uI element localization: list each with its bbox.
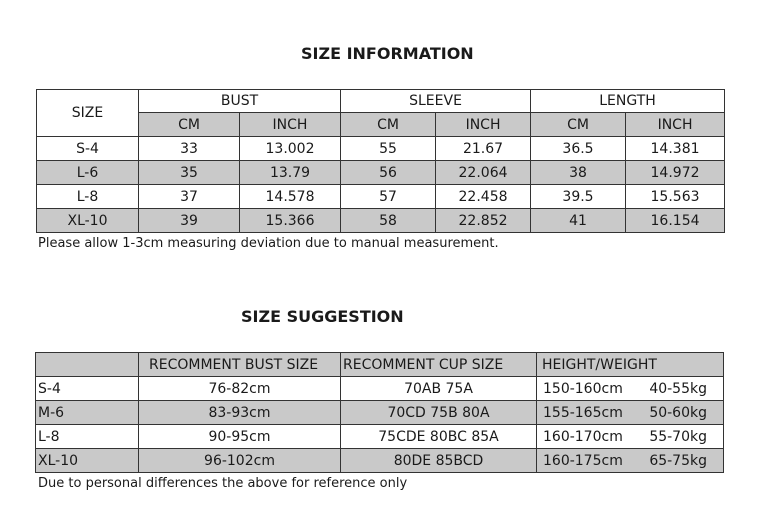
size-cell: M-6 [36,401,139,425]
height-weight-cell [537,377,724,401]
bust-cell: 76-82cm [139,377,341,401]
unit-header: CM [531,113,626,137]
value-cell: 38 [531,161,626,185]
cup-cell: 70AB 75A [341,377,537,401]
height-value: 155-165cm [543,404,623,421]
table-row [36,377,724,401]
sleeve-header: SLEEVE [341,90,531,113]
weight-value: 50-60kg [649,404,707,421]
height-weight-cell [537,401,724,425]
table-row [37,209,725,233]
table-row [37,185,725,209]
table-row [36,425,724,449]
bust-header: BUST [139,90,341,113]
unit-header: INCH [436,113,531,137]
height-weight-cell [537,449,724,473]
bust-size-header: RECOMMENT BUST SIZE [139,353,341,377]
value-cell: 15.563 [626,185,725,209]
size-cell: S-4 [36,377,139,401]
size-cell: L-8 [36,425,139,449]
value-cell: 22.458 [436,185,531,209]
bust-cell: 90-95cm [139,425,341,449]
size-cell: S-4 [37,137,139,161]
unit-header: CM [139,113,240,137]
value-cell: 21.67 [436,137,531,161]
size-suggestion-table [35,352,724,473]
table-row [37,161,725,185]
weight-value: 40-55kg [649,380,707,397]
size-information-table [36,89,725,233]
value-cell: 33 [139,137,240,161]
size-cell: XL-10 [36,449,139,473]
value-cell: 55 [341,137,436,161]
value-cell: 56 [341,161,436,185]
weight-value: 65-75kg [649,452,707,469]
cup-cell: 75CDE 80BC 85A [341,425,537,449]
value-cell: 39 [139,209,240,233]
value-cell: 14.972 [626,161,725,185]
size-column-header [36,353,139,377]
bust-cell: 96-102cm [139,449,341,473]
value-cell: 58 [341,209,436,233]
value-cell: 14.381 [626,137,725,161]
size-cell: L-6 [37,161,139,185]
value-cell: 16.154 [626,209,725,233]
reference-note: Due to personal differences the above for reference only [38,476,408,491]
value-cell: 15.366 [240,209,341,233]
measurement-note: Please allow 1-3cm measuring deviation due to manual measurement. [38,236,499,251]
size-cell: L-8 [37,185,139,209]
value-cell: 41 [531,209,626,233]
cup-size-header: RECOMMENT CUP SIZE [341,353,537,377]
table-row [36,449,724,473]
unit-header: INCH [626,113,725,137]
cup-cell: 70CD 75B 80A [341,401,537,425]
height-weight-cell [537,425,724,449]
size-cell: XL-10 [37,209,139,233]
value-cell: 39.5 [531,185,626,209]
value-cell: 57 [341,185,436,209]
value-cell: 13.002 [240,137,341,161]
height-value: 160-175cm [543,452,623,469]
value-cell: 36.5 [531,137,626,161]
weight-value: 55-70kg [649,428,707,445]
unit-header: CM [341,113,436,137]
height-value: 150-160cm [543,380,623,397]
cup-cell: 80DE 85BCD [341,449,537,473]
size-header: SIZE [37,90,139,137]
height-weight-header: HEIGHT/WEIGHT [537,353,724,377]
value-cell: 35 [139,161,240,185]
length-header: LENGTH [531,90,725,113]
height-value: 160-170cm [543,428,623,445]
value-cell: 22.064 [436,161,531,185]
size-suggestion-title: SIZE SUGGESTION [241,307,404,326]
table-row [36,401,724,425]
value-cell: 14.578 [240,185,341,209]
size-information-title: SIZE INFORMATION [301,44,474,63]
value-cell: 22.852 [436,209,531,233]
bust-cell: 83-93cm [139,401,341,425]
unit-header: INCH [240,113,341,137]
table-row [37,137,725,161]
value-cell: 37 [139,185,240,209]
value-cell: 13.79 [240,161,341,185]
